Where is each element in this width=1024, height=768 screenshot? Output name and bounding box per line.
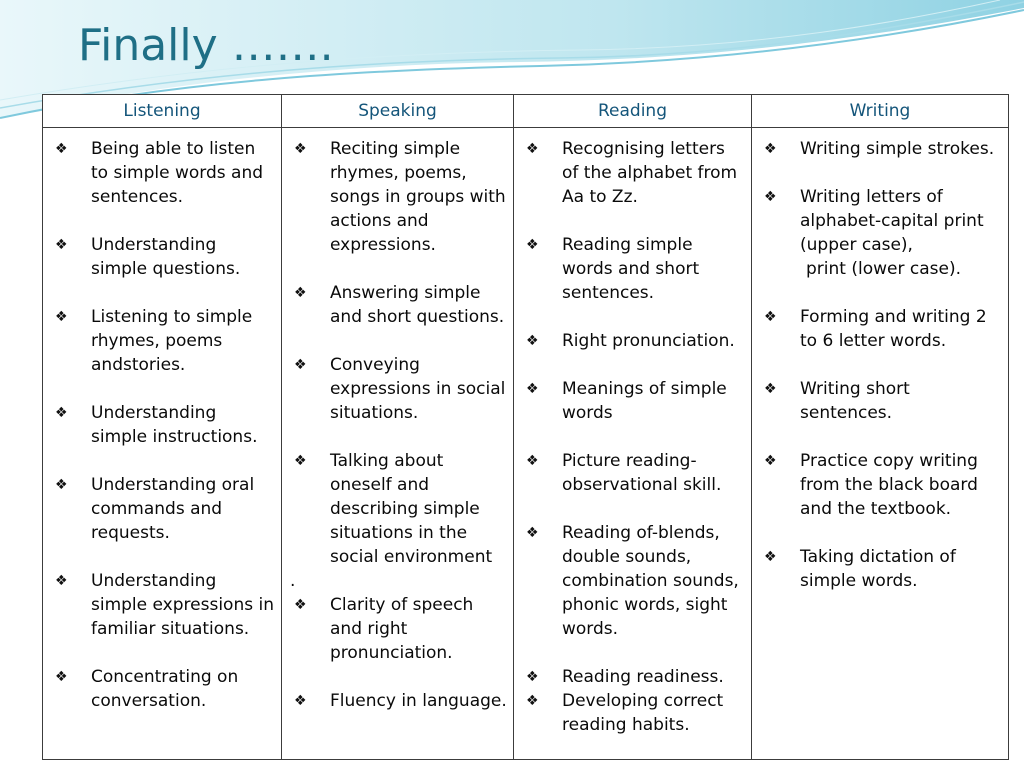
diamond-bullet-icon: ❖ xyxy=(764,453,777,469)
diamond-bullet-icon: ❖ xyxy=(526,141,539,157)
header-reading: Reading xyxy=(514,95,752,128)
list-item: ❖ Practice copy writing from the black board and the textbook. xyxy=(764,451,978,519)
diamond-bullet-icon: ❖ xyxy=(294,597,307,613)
list-item: ❖ Writing letters of alphabet-capital print (upper case), xyxy=(764,187,984,255)
list-item: ❖ Clarity of speech and right pronunciation. xyxy=(294,595,474,663)
list-item: ❖ Understanding simple instructions. xyxy=(55,403,258,447)
header-listening: Listening xyxy=(43,95,282,128)
diamond-bullet-icon: ❖ xyxy=(55,405,68,421)
diamond-bullet-icon: ❖ xyxy=(764,549,777,565)
continuation-text: print (lower case). xyxy=(806,259,961,279)
diamond-bullet-icon: ❖ xyxy=(764,309,777,325)
diamond-bullet-icon: ❖ xyxy=(55,477,68,493)
list-item: ❖ Talking about oneself and describing simple situations in the social environment xyxy=(294,451,493,567)
list-item: ❖ Being able to listen to simple words and sentences. xyxy=(55,139,264,207)
list-item: ❖ Fluency in language. xyxy=(294,691,507,711)
list-item: ❖ Conveying expressions in social situations. xyxy=(294,355,506,423)
diamond-bullet-icon: ❖ xyxy=(764,381,777,397)
diamond-bullet-icon: ❖ xyxy=(526,525,539,541)
diamond-bullet-icon: ❖ xyxy=(526,381,539,397)
header-speaking: Speaking xyxy=(282,95,514,128)
slide-title: Finally ……. xyxy=(78,20,334,71)
list-item: ❖ Reading simple words and short sentences. xyxy=(526,235,700,303)
speaking-cell xyxy=(282,128,514,760)
stray-period: . xyxy=(290,571,296,591)
diamond-bullet-icon: ❖ xyxy=(55,573,68,589)
diamond-bullet-icon: ❖ xyxy=(294,453,307,469)
list-item: ❖ Forming and writing 2 to 6 letter words. xyxy=(764,307,987,351)
diamond-bullet-icon: ❖ xyxy=(526,333,539,349)
diamond-bullet-icon: ❖ xyxy=(294,357,307,373)
diamond-bullet-icon: ❖ xyxy=(294,693,307,709)
reading-cell xyxy=(514,128,752,760)
list-item: ❖ Writing simple strokes. xyxy=(764,139,995,159)
listening-cell xyxy=(43,128,282,760)
diamond-bullet-icon: ❖ xyxy=(55,237,68,253)
list-item: ❖ Reading readiness. xyxy=(526,667,724,687)
list-item: ❖ Concentrating on conversation. xyxy=(55,667,239,711)
diamond-bullet-icon: ❖ xyxy=(526,237,539,253)
list-item: ❖ Answering simple and short questions. xyxy=(294,283,505,327)
writing-cell xyxy=(752,128,1009,760)
diamond-bullet-icon: ❖ xyxy=(526,669,539,685)
list-item: ❖ Understanding simple expressions in familiar situations. xyxy=(55,571,274,639)
diamond-bullet-icon: ❖ xyxy=(55,669,68,685)
diamond-bullet-icon: ❖ xyxy=(526,453,539,469)
table-header-row xyxy=(43,95,1009,128)
list-item: ❖ Listening to simple rhymes, poems andstories. xyxy=(55,307,253,375)
list-item: ❖ Understanding oral commands and requests. xyxy=(55,475,255,543)
list-item: ❖ Writing short sentences. xyxy=(764,379,910,423)
list-item: ❖ Reciting simple rhymes, poems, songs in groups with actions and expressions. xyxy=(294,139,506,255)
diamond-bullet-icon: ❖ xyxy=(764,189,777,205)
list-item: ❖ Developing correct reading habits. xyxy=(526,691,724,735)
diamond-bullet-icon: ❖ xyxy=(55,309,68,325)
list-item: ❖ Picture reading-observational skill. xyxy=(526,451,722,495)
diamond-bullet-icon: ❖ xyxy=(55,141,68,157)
diamond-bullet-icon: ❖ xyxy=(526,693,539,709)
list-item: ❖ Understanding simple questions. xyxy=(55,235,241,279)
list-item: ❖ Reading of-blends, double sounds, combination sounds, phonic words, sight words. xyxy=(526,523,739,639)
diamond-bullet-icon: ❖ xyxy=(294,141,307,157)
skills-table xyxy=(42,94,1009,760)
diamond-bullet-icon: ❖ xyxy=(294,285,307,301)
list-item: ❖ Meanings of simple words xyxy=(526,379,727,423)
list-item: ❖ Right pronunciation. xyxy=(526,331,735,351)
list-item: ❖ Taking dictation of simple words. xyxy=(764,547,956,591)
list-item: ❖ Recognising letters of the alphabet from Aa to Zz. xyxy=(526,139,738,207)
header-writing: Writing xyxy=(752,95,1009,128)
table-body-row xyxy=(43,128,1009,760)
diamond-bullet-icon: ❖ xyxy=(764,141,777,157)
